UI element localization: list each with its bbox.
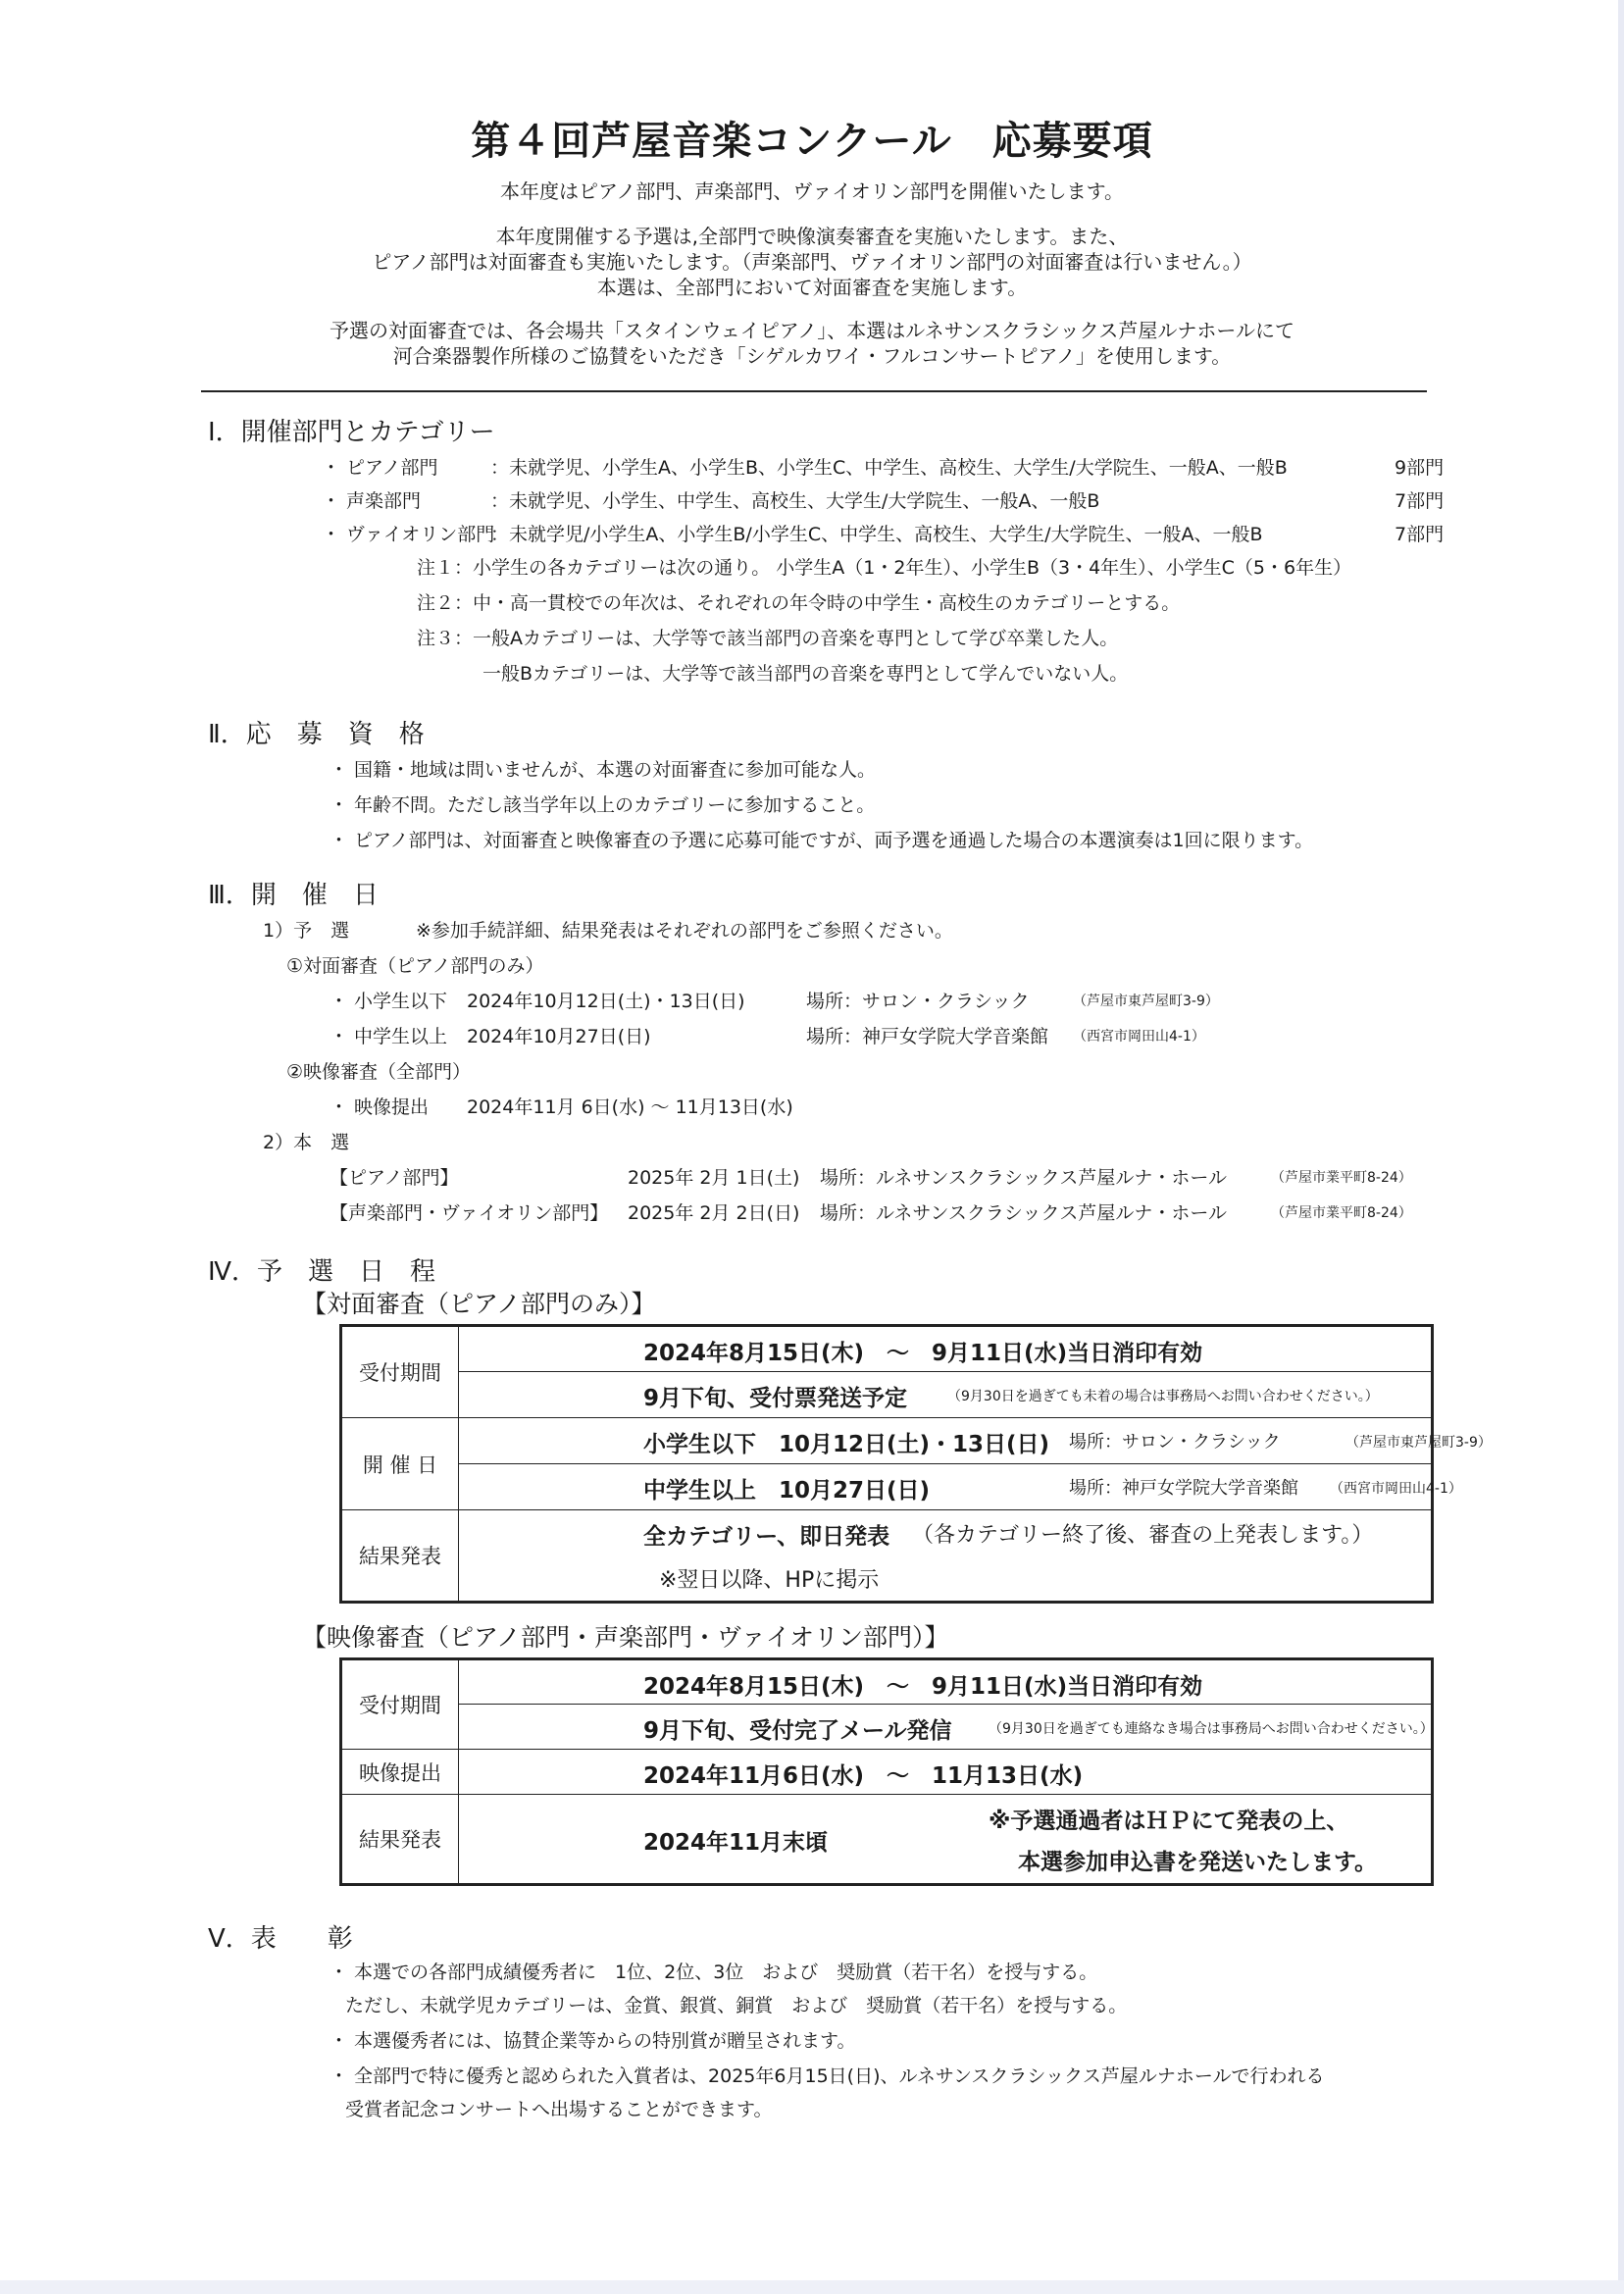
note-3-cont: 一般Bカテゴリーは、大学等で該当部門の音楽を専門として学んでいない人。 <box>482 663 1129 685</box>
division-piano-categories: ：未就学児、小学生A、小学生B、小学生C、中学生、高校生、大学生/大学院生、一般A、一般B <box>490 457 1288 479</box>
face-row-1-who: ・ 小学生以下 <box>330 991 448 1012</box>
intro-line-4: 本選は、全部門において対面審査を実施します。 <box>596 276 1028 299</box>
table-2-video-label: 映像提出 <box>341 1750 459 1795</box>
eligibility-1: ・ 国籍・地域は問いませんが、本選の対面審査に参加可能な人。 <box>330 759 877 781</box>
face-row-2-date: 2024年10月27日(日) <box>467 1026 651 1047</box>
table-2-reception-period: 2024年8月15日(木) ～ 9月11日(水)当日消印有効 <box>643 1674 1203 1700</box>
video-row-date: 2024年11月 6日(水) ～ 11月13日(水) <box>467 1096 793 1118</box>
face-row-2-place: 場所：神戸女学院大学音楽館 <box>806 1026 1049 1047</box>
division-violin-categories: ：未就学児/小学生A、小学生B/小学生C、中学生、高校生、大学生/大学院生、一般A、一般B <box>490 524 1263 545</box>
division-vocal-categories: ：未就学児、小学生、中学生、高校生、大学生/大学院生、一般A、一般B <box>490 490 1100 512</box>
final-row-1-division: 【ピアノ部門】 <box>330 1167 459 1189</box>
table-1-result-note: （各カテゴリー終了後、審査の上発表します。） <box>912 1523 1374 1548</box>
final-row-1-date: 2025年 2月 1日(土) <box>628 1167 800 1189</box>
note-3: 注３：一般Aカテゴリーは、大学等で該当部門の音楽を専門として学び卒業した人。 <box>417 628 1119 649</box>
table-1-held-row-2 <box>459 1464 1462 1510</box>
table-1-reception-row-1 <box>459 1326 1433 1372</box>
final-row-2-place: 場所：ルネサンスクラシックス芦屋ルナ・ホール <box>820 1202 1227 1224</box>
table-2-video-cell <box>459 1750 1433 1795</box>
face-row-1-address: （芦屋市東芦屋町3-9） <box>1073 994 1219 1009</box>
divider-rule <box>201 390 1427 392</box>
table-1-ticket-dispatch: 9月下旬、受付票発送予定 <box>643 1386 908 1411</box>
prelim-label: 1）予 選 <box>263 920 350 942</box>
table-1-held-junior: 中学生以上 10月27日(日) <box>643 1478 931 1504</box>
table-1-result-cell <box>459 1510 1433 1603</box>
award-3-cont: 受賞者記念コンサートへ出場することができます。 <box>345 2099 773 2120</box>
section-5-heading: Ⅴ．表 彰 <box>208 1924 353 1954</box>
section-4-heading: Ⅳ．予 選 日 程 <box>208 1257 435 1287</box>
face-row-2-who: ・ 中学生以上 <box>330 1026 448 1047</box>
video-review-label: ②映像審査（全部門） <box>286 1061 472 1083</box>
final-row-2-address: （芦屋市業平町8-24） <box>1271 1205 1412 1221</box>
intro-line-5: 予選の対面審査では、各会場共「スタインウェイピアノ」、本選はルネサンスクラシックス芦屋ルナホールにて <box>330 319 1294 342</box>
table-1-ticket-note: （9月30日を過ぎても未着の場合は事務局へお問い合わせください。） <box>947 1389 1379 1404</box>
table-1-held-junior-address: （西宮市岡田山4-1） <box>1330 1481 1462 1497</box>
face-row-1-date: 2024年10月12日(土)・13日(日) <box>467 991 745 1012</box>
intro-line-3: ピアノ部門は対面審査も実施いたします。（声楽部門、ヴァイオリン部門の対面審査は行いません。） <box>372 250 1252 274</box>
scan-edge-bottom <box>0 2280 1624 2294</box>
table-2-result-date: 2024年11月末頃 <box>643 1830 829 1856</box>
scan-edge-right <box>1618 0 1624 2294</box>
table-1-reception-period: 2024年8月15日(木) ～ 9月11日(水)当日消印有効 <box>643 1341 1203 1366</box>
intro-line-1: 本年度はピアノ部門、声楽部門、ヴァイオリン部門を開催いたします。 <box>500 179 1124 203</box>
division-piano-label: ・ ピアノ部門 <box>322 457 438 479</box>
division-piano-count: 9部門 <box>1395 457 1445 479</box>
note-2: 注２：中・高一貫校での年次は、それぞれの年令時の中学生・高校生のカテゴリーとする。 <box>417 592 1181 614</box>
award-2: ・ 本選優秀者には、協賛企業等からの特別賞が贈呈されます。 <box>330 2030 856 2052</box>
table-1-reception-label: 受付期間 <box>341 1326 459 1418</box>
video-review-schedule-table <box>339 1657 1434 1886</box>
table-2-reception-row-2 <box>459 1705 1433 1750</box>
table-1-held-row-1 <box>459 1418 1492 1464</box>
division-vocal-label: ・ 声楽部門 <box>322 490 422 512</box>
face-row-2-address: （西宮市岡田山4-1） <box>1073 1029 1205 1045</box>
table-1-held-elementary-place: 場所：サロン・クラシック <box>1069 1432 1281 1453</box>
table-1-held-elementary-address: （芦屋市東芦屋町3-9） <box>1345 1435 1492 1451</box>
table-1-held-elementary: 小学生以下 10月12日(土)・13日(日) <box>643 1432 1050 1457</box>
final-label: 2）本 選 <box>263 1132 350 1153</box>
note-1: 注１：小学生の各カテゴリーは次の通り。 小学生A（1・2年生）、小学生B（3・4年生）、小学生C（5・6年生） <box>417 557 1352 579</box>
table-2-result-cell <box>459 1795 1433 1885</box>
eligibility-2: ・ 年齢不問。ただし該当学年以上のカテゴリーに参加すること。 <box>330 794 876 816</box>
eligibility-3: ・ ピアノ部門は、対面審査と映像審査の予選に応募可能ですが、両予選を通過した場合の本選演奏は1回に限ります。 <box>330 830 1314 851</box>
table-2-reception-label: 受付期間 <box>341 1659 459 1750</box>
table-2-result-note-1: ※予選通過者はＨＰにて発表の上、 <box>989 1809 1349 1834</box>
table-1-held-junior-place: 場所：神戸女学院大学音楽館 <box>1069 1478 1298 1499</box>
table-1-result-announcement: 全カテゴリー、即日発表 <box>643 1524 890 1550</box>
face-review-schedule-table <box>339 1324 1492 1604</box>
video-row-who: ・ 映像提出 <box>330 1096 430 1118</box>
table-2-result-label: 結果発表 <box>341 1795 459 1885</box>
division-violin-label: ・ ヴァイオリン部門 <box>322 524 495 545</box>
division-violin-count: 7部門 <box>1395 524 1445 545</box>
table-2-mail-dispatch: 9月下旬、受付完了メール発信 <box>643 1718 952 1744</box>
section-2-heading: Ⅱ．応 募 資 格 <box>208 720 425 749</box>
division-vocal-count: 7部門 <box>1395 490 1445 512</box>
final-row-1-place: 場所：ルネサンスクラシックス芦屋ルナ・ホール <box>820 1167 1227 1189</box>
section-3-heading: Ⅲ．開 催 日 <box>208 881 379 910</box>
award-3: ・ 全部門で特に優秀と認められた入賞者は、2025年6月15日(日)、ルネサンスクラシックス芦屋ルナホールで行われる <box>330 2065 1325 2087</box>
table-2-video-period: 2024年11月6日(水) ～ 11月13日(水) <box>643 1763 1084 1789</box>
table-1-title: 【対面審査（ピアノ部門のみ）】 <box>302 1290 656 1318</box>
table-2-reception-row-1 <box>459 1659 1433 1705</box>
table-1-result-web: ※翌日以降、HPに掲示 <box>659 1568 880 1593</box>
final-row-2-date: 2025年 2月 2日(日) <box>628 1202 800 1224</box>
award-1-cont: ただし、未就学児カテゴリーは、金賞、銀賞、銅賞 および 奨励賞（若干名）を授与する。 <box>345 1995 1128 2016</box>
face-review-label: ①対面審査（ピアノ部門のみ） <box>286 955 544 977</box>
table-1-reception-row-2 <box>459 1372 1433 1418</box>
award-1: ・ 本選での各部門成績優秀者に 1位、2位、3位 および 奨励賞（若干名）を授与する。 <box>330 1962 1098 1983</box>
page-title: 第４回芦屋音楽コンクール 応募要項 <box>471 118 1153 164</box>
table-2-title: 【映像審査（ピアノ部門・声楽部門・ヴァイオリン部門）】 <box>302 1623 949 1652</box>
face-row-1-place: 場所：サロン・クラシック <box>806 991 1030 1012</box>
table-1-held-label: 開 催 日 <box>341 1418 459 1510</box>
table-2-mail-note: （9月30日を過ぎても連絡なき場合は事務局へお問い合わせください。） <box>989 1721 1434 1737</box>
intro-line-2: 本年度開催する予選は,全部門で映像演奏審査を実施いたします。また、 <box>495 225 1129 248</box>
table-1-result-label: 結果発表 <box>341 1510 459 1603</box>
final-row-2-division: 【声楽部門・ヴァイオリン部門】 <box>330 1202 609 1224</box>
intro-line-6: 河合楽器製作所様のご協賛をいただき「シゲルカワイ・フルコンサートピアノ」を使用します。 <box>392 344 1232 368</box>
prelim-note: ※参加手続詳細、結果発表はそれぞれの部門をご参照ください。 <box>416 920 953 942</box>
section-1-heading: Ⅰ．開催部門とカテゴリー <box>208 418 495 447</box>
table-2-result-note-2: 本選参加申込書を発送いたします。 <box>1018 1850 1378 1875</box>
final-row-1-address: （芦屋市業平町8-24） <box>1271 1170 1412 1186</box>
